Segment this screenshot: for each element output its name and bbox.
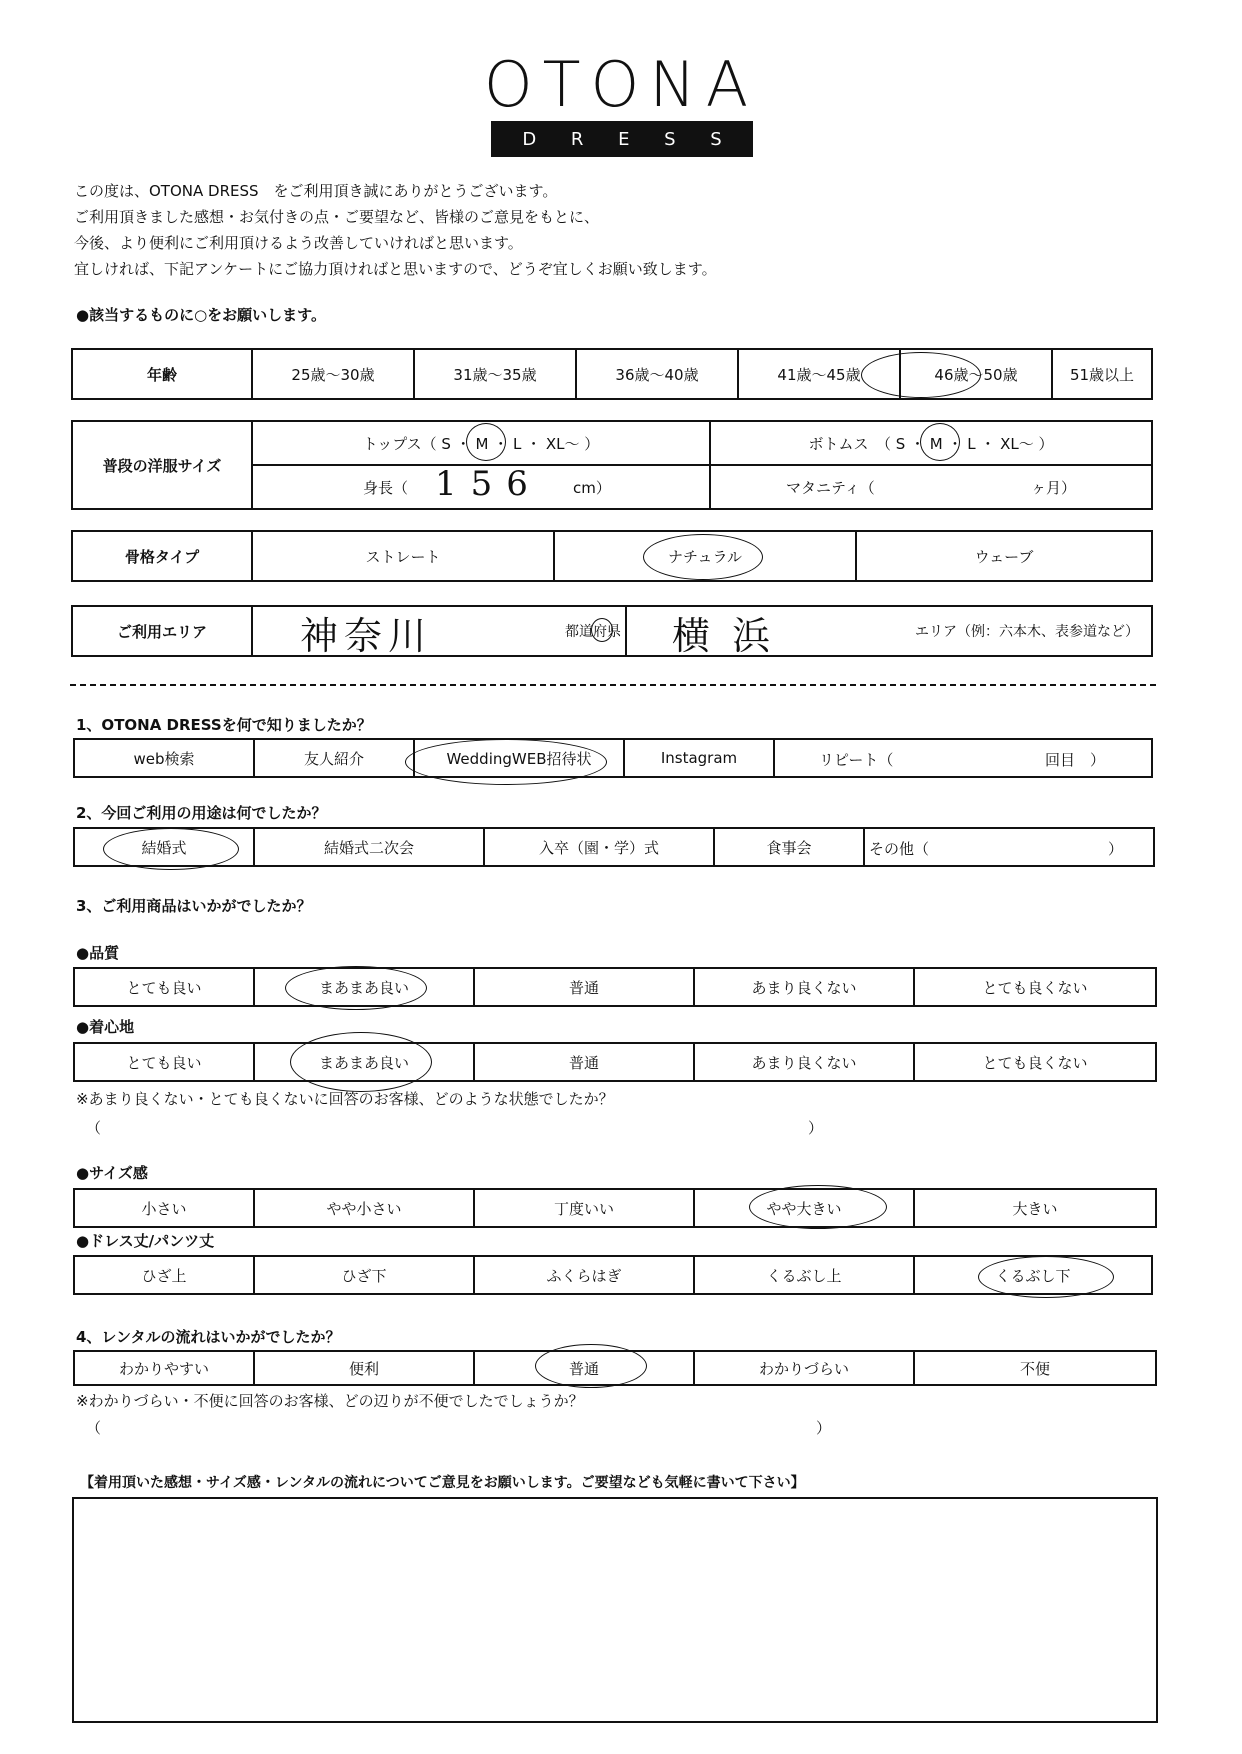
- fit-table: [73, 1188, 1157, 1228]
- flow-option[interactable]: 不便: [914, 1351, 1156, 1385]
- fit-option[interactable]: やや小さい: [254, 1189, 474, 1227]
- age-label: 年齢: [72, 349, 252, 399]
- logo-letter: S: [664, 128, 676, 150]
- prefecture-handwritten: 神奈川: [300, 614, 433, 658]
- q1-table: [73, 738, 1153, 778]
- q1-option[interactable]: Instagram: [624, 739, 774, 777]
- q2-option-selected[interactable]: 結婚式: [74, 828, 254, 866]
- maternity-field[interactable]: [710, 465, 1152, 509]
- size-label: 普段の洋服サイズ: [72, 421, 252, 509]
- flow-note: ※わかりづらい・不便に回答のお客様、どの辺りが不便でしたでしょうか？: [76, 1392, 584, 1410]
- logo-letter: R: [570, 128, 584, 150]
- quality-option[interactable]: あまり良くない: [694, 968, 914, 1006]
- q3-title: 3、ご利用商品はいかがでしたか？: [76, 897, 312, 915]
- length-option[interactable]: ひざ上: [74, 1256, 254, 1294]
- length-table: [73, 1255, 1153, 1295]
- q2-option[interactable]: 食事会: [714, 828, 864, 866]
- body-type-label: 骨格タイプ: [72, 531, 252, 581]
- fit-option[interactable]: 大きい: [914, 1189, 1156, 1227]
- flow-option[interactable]: わかりやすい: [74, 1351, 254, 1385]
- comfort-option[interactable]: あまり良くない: [694, 1043, 914, 1081]
- comfort-option[interactable]: とても良い: [74, 1043, 254, 1081]
- flow-option[interactable]: わかりづらい: [694, 1351, 914, 1385]
- bad-note-close: ）: [808, 1119, 824, 1137]
- age-option[interactable]: 25歳〜30歳: [252, 349, 414, 399]
- body-type-option[interactable]: ストレート: [252, 531, 554, 581]
- q1-option-selected[interactable]: WeddingWEB招待状: [414, 739, 624, 777]
- quality-bad-note: ※あまり良くない・とても良くないに回答のお客様、どのような状態でしたか？: [76, 1090, 614, 1108]
- intro-line: ご利用頂きました感想・お気付きの点・ご要望など、皆様のご意見をもとに、: [74, 208, 600, 226]
- prefecture-label: 都道府県: [565, 624, 621, 640]
- q2-title: 2、今回ご利用の用途は何でしたか？: [76, 804, 327, 822]
- comfort-option[interactable]: とても良くない: [914, 1043, 1156, 1081]
- comments-box[interactable]: [72, 1497, 1158, 1723]
- flow-note-open: （: [86, 1419, 102, 1437]
- fit-option[interactable]: 小さい: [74, 1189, 254, 1227]
- maternity-unit: ヶ月）: [1031, 479, 1077, 497]
- logo-letter: E: [618, 128, 630, 150]
- quality-option[interactable]: 普通: [474, 968, 694, 1006]
- body-type-option-selected[interactable]: ナチュラル: [554, 531, 856, 581]
- height-handwritten: 156: [435, 464, 542, 504]
- area-label: ご利用エリア: [72, 606, 252, 656]
- q2-option[interactable]: 結婚式二次会: [254, 828, 484, 866]
- size-table: [71, 420, 1153, 510]
- age-option[interactable]: 51歳以上: [1052, 349, 1152, 399]
- comfort-table: [73, 1042, 1157, 1082]
- maternity-label: マタニティ（: [786, 479, 875, 497]
- repeat-unit: 回目 ）: [1045, 751, 1106, 769]
- length-option-selected[interactable]: くるぶし下: [914, 1256, 1152, 1294]
- q2-option[interactable]: 入卒（園・学）式: [484, 828, 714, 866]
- q2-table: [73, 827, 1155, 867]
- repeat-label: リピート（: [819, 751, 894, 769]
- intro-line: 今後、より便利にご利用頂けるよう改善していければと思います。: [74, 234, 523, 252]
- intro-line: この度は、OTONA DRESS をご利用頂き誠にありがとうございます。: [74, 182, 558, 200]
- q1-option[interactable]: web検索: [74, 739, 254, 777]
- flow-option[interactable]: 便利: [254, 1351, 474, 1385]
- instruction: ●該当するものに○をお願いします。: [76, 306, 326, 324]
- q1-title: 1、OTONA DRESSを何で知りましたか？: [76, 716, 372, 734]
- quality-label: ●品質: [76, 944, 120, 962]
- bottoms-size[interactable]: ボトムス （ S ・ M ・ L ・ XL〜 ）: [710, 421, 1152, 465]
- age-option[interactable]: 36歳〜40歳: [576, 349, 738, 399]
- fit-label: ●サイズ感: [76, 1164, 148, 1182]
- logo-letter: S: [710, 128, 722, 150]
- tops-size[interactable]: トップス（ S ・ M ・ L ・ XL〜 ）: [252, 421, 710, 465]
- length-label: ●ドレス丈/パンツ丈: [76, 1232, 215, 1250]
- quality-table: [73, 967, 1157, 1007]
- q4-title: 4、レンタルの流れはいかがでしたか？: [76, 1328, 341, 1346]
- q1-option[interactable]: 友人紹介: [254, 739, 414, 777]
- q2-other-field[interactable]: [864, 828, 1154, 866]
- height-unit: cm）: [573, 479, 611, 497]
- age-option[interactable]: 31歳〜35歳: [414, 349, 576, 399]
- body-type-table: [71, 530, 1153, 582]
- bad-note-open: （: [86, 1119, 102, 1137]
- length-option[interactable]: ひざ下: [254, 1256, 474, 1294]
- quality-option[interactable]: とても良い: [74, 968, 254, 1006]
- age-table: [71, 348, 1153, 400]
- area-table: [71, 605, 1153, 657]
- city-label: エリア（例：六本木、表参道など）: [915, 624, 1139, 640]
- body-type-option[interactable]: ウェーブ: [856, 531, 1152, 581]
- comments-title: 【着用頂いた感想・サイズ感・レンタルの流れについてご意見をお願いします。ご要望なども気軽に書いて下さい】: [80, 1475, 805, 1491]
- comfort-option-selected[interactable]: まあまあ良い: [254, 1043, 474, 1081]
- logo-letter: D: [522, 128, 537, 150]
- comfort-option[interactable]: 普通: [474, 1043, 694, 1081]
- other-label: その他（: [869, 840, 930, 858]
- divider: [70, 684, 1156, 686]
- logo-subtitle-bar: [491, 121, 753, 157]
- age-option[interactable]: 41歳〜45歳: [738, 349, 900, 399]
- city-handwritten: 横浜: [672, 614, 793, 658]
- intro-line: 宜しければ、下記アンケートにご協力頂ければと思いますので、どうぞ宜しくお願い致します。: [74, 260, 717, 278]
- flow-option-selected[interactable]: 普通: [474, 1351, 694, 1385]
- other-close: ）: [1107, 840, 1123, 858]
- height-label: 身長（: [363, 479, 409, 497]
- flow-note-close: ）: [816, 1419, 832, 1437]
- length-option[interactable]: ふくらはぎ: [474, 1256, 694, 1294]
- quality-option[interactable]: とても良くない: [914, 968, 1156, 1006]
- age-option-selected[interactable]: 46歳〜50歳: [900, 349, 1052, 399]
- q1-repeat-field[interactable]: [774, 739, 1152, 777]
- fit-option[interactable]: 丁度いい: [474, 1189, 694, 1227]
- q4-table: [73, 1350, 1157, 1386]
- logo-title: OTONA: [483, 48, 759, 121]
- fit-option-selected[interactable]: やや大きい: [694, 1189, 914, 1227]
- comfort-label: ●着心地: [76, 1018, 135, 1036]
- length-option[interactable]: くるぶし上: [694, 1256, 914, 1294]
- quality-option-selected[interactable]: まあまあ良い: [254, 968, 474, 1006]
